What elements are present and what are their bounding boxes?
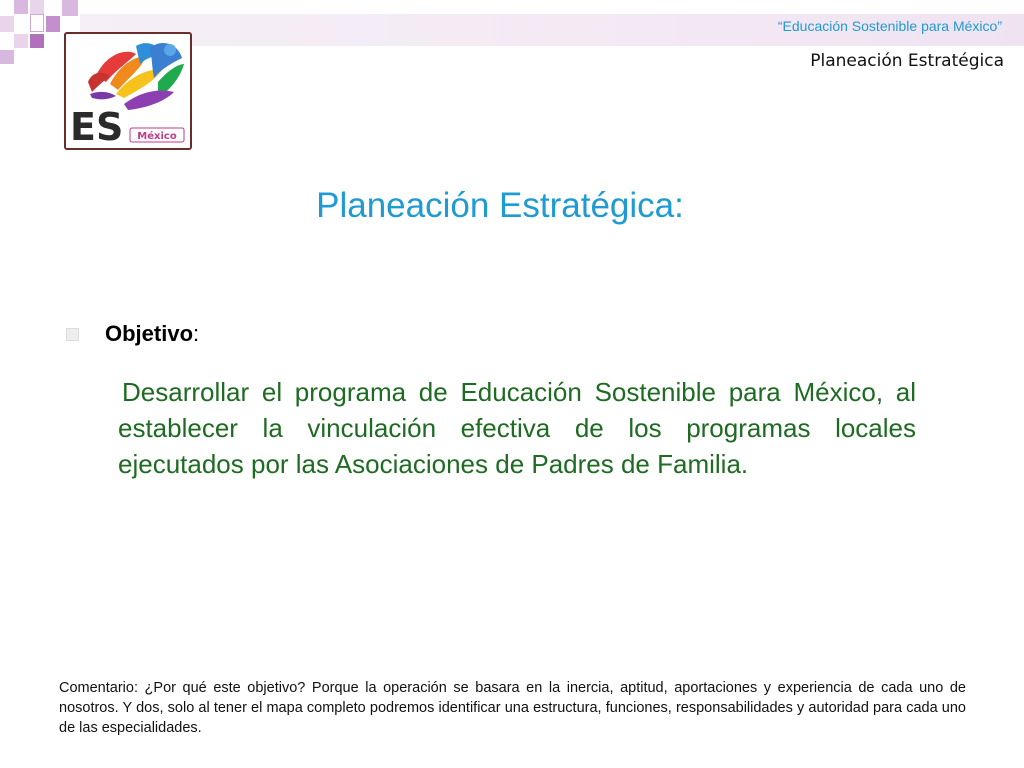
es-mexico-logo [64,32,192,150]
logo-caption: México [137,131,177,142]
comment-text: Comentario: ¿Por qué este objetivo? Porque la operación se basara en la inercia, aptitud, aportaciones y experiencia de cada uno de nosotros. Y dos, solo al tener el mapa completo podremos identificar una estructura, funciones, responsabilidades y autoridad para cada uno de las especialidades. [59,680,966,736]
decorative-square [0,16,14,32]
bullet-colon: : [193,321,200,346]
decorative-square [14,34,28,48]
decorative-square [46,16,60,32]
decorative-square [0,50,14,64]
bullet-objective [66,318,199,350]
decorative-square [30,0,44,14]
decorative-square [14,0,28,14]
slide-title: Planeación Estratégica: [316,186,684,225]
corner-emblem-icon [30,14,44,32]
header-quote: “Educación Sostenible para México” [777,18,1002,34]
square-bullet-icon [66,328,79,341]
logo-graphic [66,34,190,148]
bullet-label [105,321,199,347]
objective-text: Desarrollar el programa de Educación Sostenible para México, al establecer la vinculación efectiva de los programas locales ejecutados por las Asociaciones de Padres de Familia. [118,377,916,479]
svg-text:ES: ES [70,105,124,148]
decorative-square [62,0,78,16]
header-subtitle: Planeación Estratégica [810,51,1004,71]
bullet-label-bold: Objetivo [105,321,194,346]
decorative-square [30,34,44,48]
